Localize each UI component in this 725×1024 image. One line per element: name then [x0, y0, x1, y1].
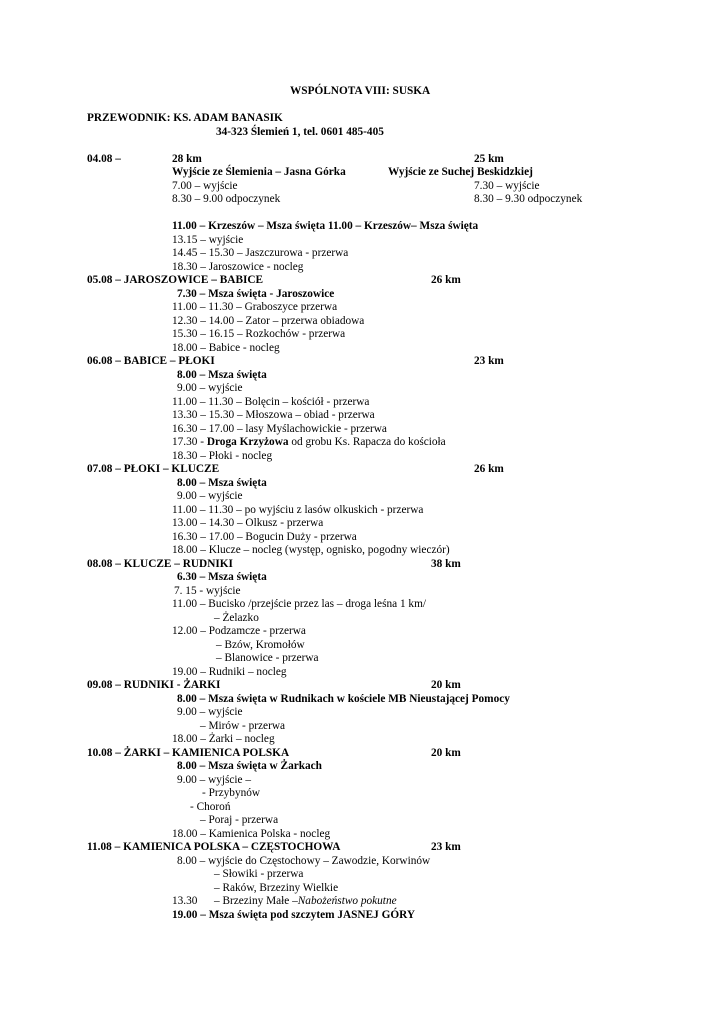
day8-line-time: 13.30: [172, 895, 198, 907]
day1-mass: 11.00 – Krzeszów – Msza święta 11.00 – Krzeszów– Msza święta: [172, 220, 479, 232]
day5-header: 08.08 – KLUCZE – RUDNIKI: [87, 558, 233, 570]
day8-final-mass: 19.00 – Msza święta pod szczytem JASNEJ GÓRY: [172, 909, 416, 921]
day5-mass: 6.30 – Msza święta: [177, 571, 267, 583]
day8-line: – Raków, Brzeziny Wielkie: [214, 882, 339, 894]
day4-line: 11.00 – 11.30 – po wyjściu z lasów olkuskich - przerwa: [172, 504, 424, 516]
day2-header: 05.08 – JAROSZOWICE – BABICE: [87, 274, 264, 286]
day1-a1: 7.00 – wyjście: [172, 180, 238, 192]
day6-km: 20 km: [431, 679, 461, 691]
guide-address: 34-323 Ślemień 1, tel. 0601 485-405: [216, 126, 384, 138]
day5-line: – Blanowice - przerwa: [216, 652, 319, 664]
day3-stations-time: 17.30 -: [172, 436, 207, 448]
day2-km: 26 km: [431, 274, 461, 286]
day8-service-place: – Brzeziny Małe –: [214, 895, 298, 907]
day4-km: 26 km: [474, 463, 504, 475]
day3-stations-text: od grobu Ks. Rapacza do kościoła: [288, 436, 446, 448]
day1-b1: 7.30 – wyjście: [474, 180, 540, 192]
day7-line: – Poraj - przerwa: [200, 814, 279, 826]
day2-line: 15.30 – 16.15 – Rozkochów - przerwa: [172, 328, 346, 340]
day7-line: 9.00 – wyjście –: [177, 774, 252, 786]
day7-mass: 8.00 – Msza święta w Żarkach: [177, 760, 322, 772]
day6-header: 09.08 – RUDNIKI - ŻARKI: [87, 679, 221, 691]
day5-line: 11.00 – Bucisko /przejście przez las – droga leśna 1 km/: [172, 598, 427, 610]
day3-stations-line: [172, 436, 446, 450]
day1-b2: 8.30 – 9.30 odpoczynek: [474, 193, 583, 205]
day1-km-a: 28 km: [172, 153, 202, 165]
day2-line: 18.00 – Babice - nocleg: [172, 342, 280, 354]
day7-line: 18.00 – Kamienica Polska - nocleg: [172, 828, 331, 840]
day2-line: 12.30 – 14.00 – Zator – przerwa obiadowa: [172, 315, 365, 327]
day2-mass: 7.30 – Msza święta - Jaroszowice: [177, 288, 335, 300]
day8-line: 8.00 – wyjście do Częstochowy – Zawodzie, Korwinów: [177, 855, 431, 867]
day5-line: 7. 15 - wyjście: [174, 585, 241, 597]
day7-line: - Przybynów: [202, 787, 261, 799]
day7-km: 20 km: [431, 747, 461, 759]
day1-exit-a: Wyjście ze Ślemienia – Jasna Górka: [172, 166, 346, 178]
document-title: WSPÓLNOTA VIII: SUSKA: [290, 85, 431, 97]
day3-line: 16.30 – 17.00 – lasy Myślachowickie - przerwa: [172, 423, 387, 435]
day3-mass: 8.00 – Msza święta: [177, 369, 267, 381]
day4-line: 16.30 – 17.00 – Bogucin Duży - przerwa: [172, 531, 357, 543]
day1-exit-b: Wyjście ze Suchej Beskidzkiej: [388, 166, 533, 178]
day8-service-line: [214, 895, 397, 909]
day4-line: 18.00 – Klucze – nocleg (występ, ognisko, pogodny wieczór): [172, 544, 450, 556]
day3-line: 13.30 – 15.30 – Młoszowa – obiad - przerwa: [172, 409, 375, 421]
day2-line: 11.00 – 11.30 – Graboszyce przerwa: [172, 301, 338, 313]
day1-line: 14.45 – 15.30 – Jaszczurowa - przerwa: [172, 247, 349, 259]
day3-header: 06.08 – BABICE – PŁOKI: [87, 355, 215, 367]
day8-km: 23 km: [431, 841, 461, 853]
day6-line: 18.00 – Żarki – nocleg: [172, 733, 275, 745]
day7-line: - Choroń: [190, 801, 231, 813]
guide-label: PRZEWODNIK: KS. ADAM BANASIK: [87, 112, 283, 124]
day5-line: – Żelazko: [214, 612, 259, 624]
day8-line: – Słowiki - przerwa: [214, 868, 304, 880]
day1-line: 13.15 – wyjście: [172, 234, 244, 246]
day5-km: 38 km: [431, 558, 461, 570]
day5-line: – Bzów, Kromołów: [216, 639, 305, 651]
day3-km: 23 km: [474, 355, 504, 367]
day4-line: 9.00 – wyjście: [177, 490, 243, 502]
day4-mass: 8.00 – Msza święta: [177, 477, 267, 489]
day3-stations-title: Droga Krzyżowa: [206, 436, 289, 448]
day5-line: 12.00 – Podzamcze - przerwa: [172, 625, 306, 637]
day5-line: 19.00 – Rudniki – nocleg: [172, 666, 287, 678]
day3-line: 18.30 – Płoki - nocleg: [172, 450, 273, 462]
day3-line: 11.00 – 11.30 – Bolęcin – kościół - przerwa: [172, 396, 370, 408]
day6-line: 9.00 – wyjście: [177, 706, 243, 718]
day1-a2: 8.30 – 9.00 odpoczynek: [172, 193, 281, 205]
day3-line: 9.00 – wyjście: [177, 382, 243, 394]
day1-line: 18.30 – Jaroszowice - nocleg: [172, 261, 304, 273]
day1-km-b: 25 km: [474, 153, 504, 165]
day6-line: – Mirów - przerwa: [200, 720, 286, 732]
day8-header: 11.08 – KAMIENICA POLSKA – CZĘSTOCHOWA: [87, 841, 341, 853]
day8-service-name: Nabożeństwo pokutne: [297, 895, 397, 907]
day1-date: 04.08 –: [87, 153, 121, 165]
day4-header: 07.08 – PŁOKI – KLUCZE: [87, 463, 220, 475]
day7-header: 10.08 – ŻARKI – KAMIENICA POLSKA: [87, 747, 290, 759]
day4-line: 13.00 – 14.30 – Olkusz - przerwa: [172, 517, 324, 529]
day6-mass: 8.00 – Msza święta w Rudnikach w kościele MB Nieustającej Pomocy: [177, 693, 510, 705]
